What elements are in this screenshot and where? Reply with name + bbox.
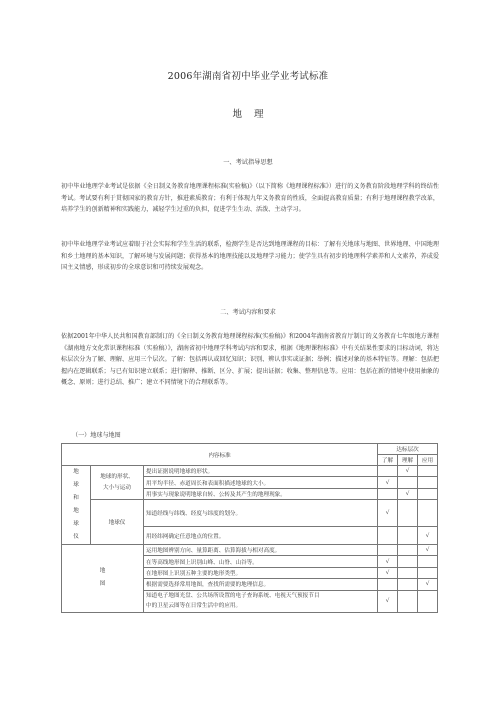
level-cell (378, 488, 398, 499)
check-mark: √ (378, 500, 398, 527)
table-row-text: 用平均半径、赤道周长和表面积描述地球的大小。 (144, 477, 378, 488)
section-heading-1: 一、考试指导思想 (223, 159, 273, 166)
header-content-standard: 内容标准 (62, 444, 378, 466)
document-title: 2006年湖南省初中毕业学业考试标准 (167, 71, 329, 82)
table-row-text: 用事实与现象说明地球自转、公转及其产生的地理现象。 (144, 488, 378, 499)
section-1-paragraph-2: 初中毕业地理学业考试应着眼于社会实际和学生生活的联系，检测学生是否达到地理课程的目标：了解有关地球与地图、世界地理、中国地理和乡土地理的基本知识，了解环境与发展问题；获得基本的地理技能以及地理学习能力；使学生具有初步的地理科学素养和人文素养，养成爱国主义情感，形成初步的全球意识和可持续发展观念。 (61, 241, 439, 272)
level-cell (418, 556, 438, 567)
level-cell (398, 545, 418, 556)
section-1-paragraph-1: 初中毕业地理学业考试是依据《全日制义务教育地理课程标准(实验稿)》（以下简称《地理课程标准》）进行的义务教育阶段地理学科的终结性考试。考试要有利于贯彻国家的教育方针，推进素质教育；有利于体现九年义务教育的性质，全面提高教育质量；有利于地理课程教学改革，培养学生的创新精神和实践能力，减轻学生过重的负担，促进学生生动、活泼、主动学习。 (61, 183, 439, 214)
check-mark: √ (418, 545, 438, 556)
level-cell (398, 579, 418, 590)
level-cell (418, 466, 438, 477)
header-level-understand-basic: 了解 (378, 455, 398, 466)
check-mark: √ (398, 488, 418, 499)
check-mark: √ (378, 556, 398, 567)
table-row-text: 在地形图上识别五种主要的地形类型。 (144, 567, 378, 578)
header-level-apply: 应用 (418, 455, 438, 466)
level-cell (418, 567, 438, 578)
level-cell (378, 545, 398, 556)
group-maps: 地 图 (62, 545, 144, 613)
table-row-text: 用经纬网确定任意地点的位置。 (144, 527, 378, 545)
subgroup-globe: 地球仪 (91, 500, 144, 545)
level-cell (378, 579, 398, 590)
level-cell (418, 477, 438, 488)
level-cell (398, 556, 418, 567)
level-cell (398, 477, 418, 488)
header-level-comprehend: 理解 (398, 455, 418, 466)
level-cell (418, 488, 438, 499)
header-achievement-levels: 达标层次 (378, 444, 438, 455)
check-mark: √ (378, 477, 398, 488)
table-row-text: 知道经线与纬线、经度与纬度的划分。 (144, 500, 378, 527)
check-mark: √ (378, 590, 398, 612)
table-row-text: 运用地图辨别方向、量算距离、估算海拔与相对高度。 (144, 545, 378, 556)
level-cell (378, 527, 398, 545)
check-mark: √ (378, 567, 398, 578)
level-cell (398, 590, 418, 612)
subject-title: 地理 (232, 109, 276, 120)
check-mark: √ (418, 527, 438, 545)
table-caption: （一）地球与地图 (72, 432, 121, 439)
table-row-text: 在等高线地形图上识别山峰、山脊、山谷等。 (144, 556, 378, 567)
section-2-paragraph-1: 依据2001年中华人民共和国教育部制订的《全日制义务教育地理课程标准(实验稿)》和2004年湖南省教育厅制订的义务教育七年级地方课程《湖南地方文化常识课程标准（实验稿）》，湖南省初中地理学科考试内容和要求，根据《地理课程标准》中有关结果性要求的目标动词，将达标层次分为了解、理解、应用三个层次。了解：包括再认或回忆知识；识别、辨认事实或证据；举例；描述对象的基本特征等。理解：包括把握内在逻辑联系；与已有知识建立联系；进行解释、推断、区分、扩展；提出证据；收集、整理信息等。应用：包括在新的情境中使用抽象的概念、原则；进行总结、推广；建立不同情境下的合理联系等。 (61, 333, 439, 387)
table-row-text: 根据需要选择常用地图，查找所需要的地理信息。 (144, 579, 378, 590)
subgroup-earth-shape-motion: 地球的形状、 大小与运动 (91, 466, 144, 500)
level-cell (398, 527, 418, 545)
table-row-text: 提出证据说明地球的形状。 (144, 466, 378, 477)
content-standards-table (61, 443, 438, 613)
group-earth-and-globe: 地 球 和 地 球 仪 (62, 466, 91, 545)
section-heading-2: 二、考试内容和要求 (220, 309, 276, 316)
table-row-text: 知道电子地图光盘、公共场所设置的电子查询系统、电视天气预报节目 中的卫星云图等在日常生活中的应用。 (144, 590, 378, 612)
level-cell (398, 500, 418, 527)
level-cell (418, 500, 438, 527)
check-mark: √ (418, 579, 438, 590)
level-cell (378, 466, 398, 477)
check-mark: √ (398, 466, 418, 477)
level-cell (418, 590, 438, 612)
level-cell (398, 567, 418, 578)
